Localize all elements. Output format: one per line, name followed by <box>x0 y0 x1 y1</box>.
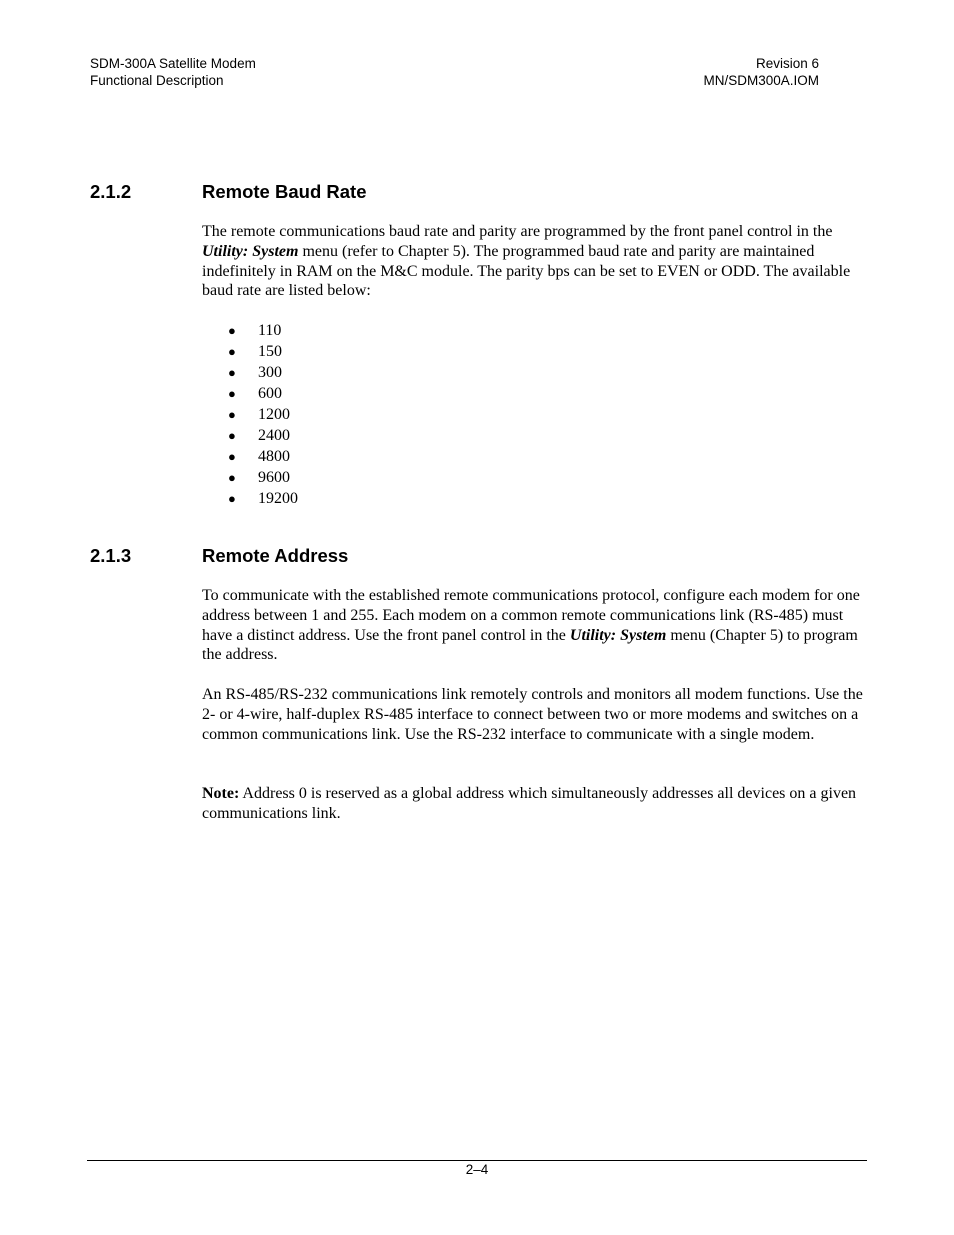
baud-rate-value: 600 <box>258 385 282 402</box>
bullet-icon: ● <box>228 386 236 401</box>
note-paragraph <box>202 784 867 824</box>
section-heading-remote-address <box>90 545 348 567</box>
bullet-icon: ● <box>228 491 236 506</box>
list-item <box>228 425 298 446</box>
baud-rate-value: 2400 <box>258 427 290 444</box>
list-item <box>228 467 298 488</box>
paragraph-text: menu (Chapter 5) to program the address. <box>202 626 858 664</box>
baud-rate-list <box>228 320 298 509</box>
bullet-icon: ● <box>228 365 236 380</box>
footer-divider <box>87 1160 867 1161</box>
list-item <box>228 488 298 509</box>
section-number: 2.1.2 <box>90 181 132 202</box>
bullet-icon: ● <box>228 323 236 338</box>
paragraph-text: menu (refer to Chapter 5). The programmed baud rate and parity are maintained indefinitely in RAM on the M&C module. The parity bps can be set to EVEN or ODD. The available baud rate are listed below: <box>202 242 851 300</box>
baud-rate-value: 1200 <box>258 406 290 423</box>
bullet-icon: ● <box>228 449 236 464</box>
menu-reference: Utility: System <box>202 242 299 260</box>
list-item <box>228 320 298 341</box>
baud-rate-value: 19200 <box>258 490 298 507</box>
chapter-title: Functional Description <box>90 72 224 88</box>
bullet-icon: ● <box>228 428 236 443</box>
document-title: SDM-300A Satellite Modem <box>90 56 256 71</box>
list-item <box>228 383 298 404</box>
bullet-icon: ● <box>228 407 236 422</box>
paragraph-text: To communicate with the established remote communications protocol, configure each modem for one address between 1 and 255. Each modem on a common remote communications link (RS-485) must have a distinct address. Use the front panel control in the <box>202 587 860 644</box>
section-number: 2.1.3 <box>90 545 132 566</box>
page-header-right <box>703 56 819 89</box>
page-header-left <box>90 56 256 89</box>
baud-rate-paragraph <box>202 222 867 301</box>
paragraph-text: The remote communications baud rate and parity are programmed by the front panel control in the <box>202 223 833 240</box>
baud-rate-value: 150 <box>258 343 282 360</box>
section-title: Remote Baud Rate <box>202 181 367 202</box>
baud-rate-value: 110 <box>258 322 282 339</box>
menu-reference: Utility: System <box>569 626 667 644</box>
list-item <box>228 404 298 425</box>
bullet-icon: ● <box>228 470 236 485</box>
section-title: Remote Address <box>202 545 349 566</box>
revision-label: Revision 6 <box>755 56 819 71</box>
baud-rate-value: 4800 <box>258 448 290 465</box>
address-paragraph <box>202 586 867 665</box>
manual-number: MN/SDM300A.IOM <box>703 72 819 88</box>
section-heading-remote-baud-rate <box>90 181 366 203</box>
baud-rate-value: 300 <box>258 364 282 381</box>
list-item <box>228 446 298 467</box>
note-label: Note: <box>202 785 240 802</box>
link-paragraph: An RS-485/RS-232 communications link remotely controls and monitors all modem functions. Use the 2- or 4-wire, half-duplex RS-485 interface to connect between two or more modems and switches on a common communications link. Use the RS-232 interface to communicate with a single modem. <box>202 686 863 743</box>
note-text: Address 0 is reserved as a global address which simultaneously addresses all devices on a given communications link. <box>202 785 857 822</box>
baud-rate-value: 9600 <box>258 469 290 486</box>
page-number: 2–4 <box>465 1162 489 1177</box>
list-item <box>228 341 298 362</box>
list-item <box>228 362 298 383</box>
bullet-icon: ● <box>228 344 236 359</box>
